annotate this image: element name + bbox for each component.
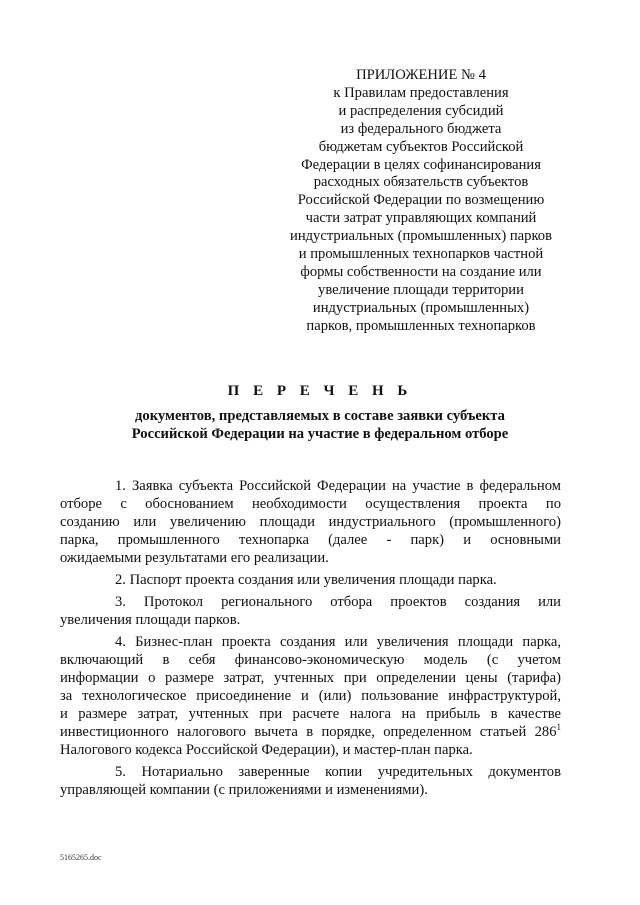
subtitle-line: Российской Федерации на участие в федеральном отборе xyxy=(131,426,509,442)
text-line: 3. Протокол регионального отбора проектов создания или xyxy=(115,594,561,610)
appendix-line: Федерации в целях софинансирования xyxy=(301,156,541,173)
text-line: включающий в себя финансово-экономическую модель (с учетом xyxy=(60,652,561,668)
appendix-line: формы собственности на создание или xyxy=(300,263,542,280)
text-line: отборе с обоснованием необходимости осуществления проекта по xyxy=(60,496,561,512)
text-line: информации о размере затрат, учтенных при определении цены (тарифа) xyxy=(60,670,561,686)
appendix-line: и распределения субсидий xyxy=(338,102,504,119)
footnote-marker: 1 xyxy=(556,722,561,733)
text-line: 1. Заявка субъекта Российской Федерации на участие в федеральном xyxy=(115,478,561,494)
text-line: и размере затрат, учтенных при расчете налога на прибыль в качестве xyxy=(60,706,561,722)
appendix-line: бюджетам субъектов Российской xyxy=(318,138,524,155)
appendix-line: части затрат управляющих компаний xyxy=(305,210,537,227)
appendix-line: к Правилам предоставления xyxy=(333,84,509,101)
appendix-line: парков, промышленных технопарков xyxy=(306,317,536,334)
list-item-1 xyxy=(60,477,561,567)
text-line: 5. Нотариально заверенные копии учредительных документов xyxy=(115,764,561,780)
appendix-line: расходных обязательств субъектов xyxy=(313,174,529,191)
appendix-header xyxy=(262,67,580,336)
appendix-line: индустриальных (промышленных) парков xyxy=(290,228,552,245)
text-line: 2. Паспорт проекта создания или увеличения площади парка. xyxy=(115,572,497,588)
subtitle-line: документов, представляемых в составе заявки субъекта xyxy=(135,408,505,424)
list-item-2 xyxy=(60,571,561,589)
text-line: ожидаемыми результатами его реализации. xyxy=(60,550,329,566)
text-line: увеличения площади парков. xyxy=(60,612,241,628)
text-segment: инвестиционного налогового вычета в порядке, определенном статьей 286 xyxy=(60,724,557,740)
text-line: парка, промышленного технопарка (далее - парк) и основными xyxy=(60,532,561,548)
text-line: созданию или увеличению площади индустриального (промышленного) xyxy=(60,514,561,530)
text-line: Налогового кодекса Российской Федерации), и мастер-план парка. xyxy=(60,742,473,758)
list-item-3 xyxy=(60,593,561,629)
document-subtitle xyxy=(60,407,580,443)
document-body xyxy=(60,477,561,803)
appendix-line: ПРИЛОЖЕНИЕ № 4 xyxy=(356,67,486,83)
list-item-4 xyxy=(60,633,561,759)
document-title: П Е Р Е Ч Е Н Ь xyxy=(227,383,413,399)
appendix-line: увеличение площади территории xyxy=(318,281,524,298)
appendix-line: и промышленных технопарков частной xyxy=(298,246,544,263)
appendix-line: из федерального бюджета xyxy=(340,120,502,137)
text-line: управляющей компании (с приложениями и изменениями). xyxy=(60,782,428,798)
file-name-footer: 5165265.doc xyxy=(60,853,102,862)
text-line: 4. Бизнес-план проекта создания или увеличения площади парка, xyxy=(115,634,561,650)
text-line-with-footnote xyxy=(60,723,561,741)
appendix-line: индустриальных (промышленных) xyxy=(312,299,530,316)
list-item-5 xyxy=(60,763,561,799)
text-line: за технологическое присоединение и (или) пользование инфраструктурой, xyxy=(60,688,561,704)
appendix-line: Российской Федерации по возмещению xyxy=(297,192,545,209)
